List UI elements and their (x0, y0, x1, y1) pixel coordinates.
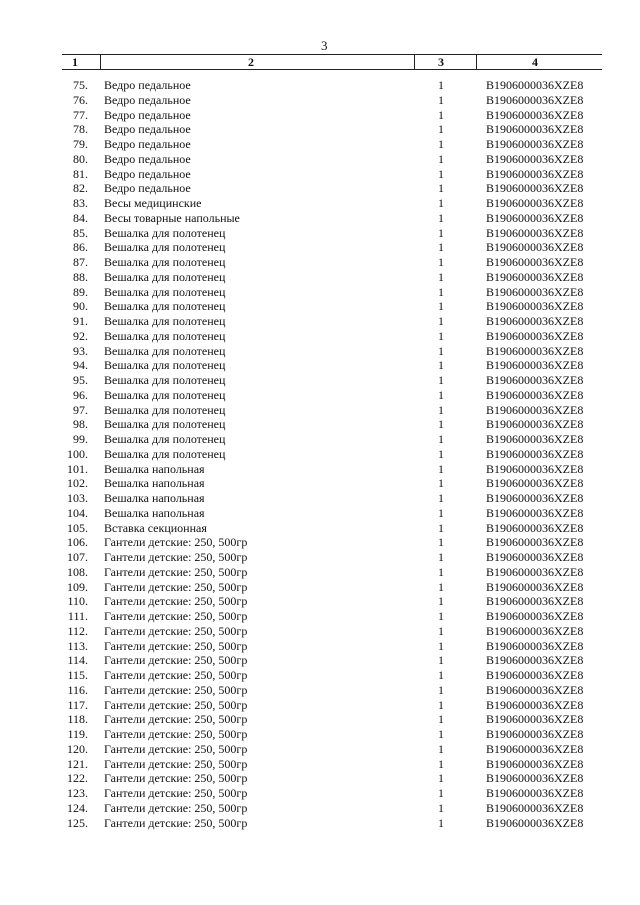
item-quantity: 1 (438, 196, 444, 210)
item-quantity: 1 (438, 476, 444, 491)
item-name: Гантели детские: 250, 500гр (104, 756, 248, 771)
item-code: B1906000036XZE8 (486, 697, 584, 712)
item-code: B1906000036XZE8 (486, 269, 584, 284)
table-row (62, 447, 602, 462)
item-name: Вешалка для полотенец (104, 417, 226, 432)
item-name: Ведро педальное (104, 137, 191, 151)
item-name: Вешалка для полотенец (104, 284, 226, 299)
item-code: B1906000036XZE8 (486, 284, 584, 299)
row-number: 87. (73, 255, 88, 269)
item-quantity: 1 (438, 815, 444, 830)
row-number: 121. (67, 756, 88, 771)
row-number: 78. (73, 122, 88, 137)
item-quantity: 1 (438, 269, 444, 284)
row-number: 119. (67, 727, 88, 741)
row-number: 103. (67, 491, 88, 505)
item-quantity: 1 (438, 446, 444, 461)
row-number: 92. (73, 328, 88, 343)
table-row (62, 550, 602, 565)
row-number: 105. (67, 520, 88, 535)
row-number: 117. (67, 697, 88, 712)
item-quantity: 1 (438, 535, 444, 550)
table-row (62, 167, 602, 182)
item-code: B1906000036XZE8 (486, 225, 584, 240)
item-name: Вешалка для полотенец (104, 314, 226, 328)
table-row (62, 639, 602, 654)
item-quantity: 1 (438, 299, 444, 314)
table-row (62, 816, 602, 831)
row-number: 77. (73, 107, 88, 122)
item-quantity: 1 (438, 417, 444, 432)
table-row (62, 521, 602, 536)
item-code: B1906000036XZE8 (486, 240, 584, 255)
table-row (62, 594, 602, 609)
table-row (62, 580, 602, 595)
item-quantity: 1 (438, 387, 444, 402)
table-row (62, 108, 602, 123)
item-code: B1906000036XZE8 (486, 446, 584, 461)
row-number: 86. (73, 240, 88, 255)
row-number: 82. (73, 181, 88, 196)
item-code: B1906000036XZE8 (486, 623, 584, 638)
item-quantity: 1 (438, 432, 444, 446)
item-name: Вешалка для полотенец (104, 446, 226, 461)
row-number: 123. (67, 786, 88, 800)
item-quantity: 1 (438, 122, 444, 137)
row-number: 113. (67, 638, 88, 653)
item-name: Вешалка для полотенец (104, 387, 226, 402)
table-row (62, 226, 602, 241)
item-quantity: 1 (438, 461, 444, 476)
table-row (62, 373, 602, 388)
column-divider (414, 55, 415, 69)
table-row (62, 565, 602, 580)
item-quantity: 1 (438, 210, 444, 225)
row-number: 84. (73, 210, 88, 225)
item-name: Вешалка для полотенец (104, 328, 226, 343)
item-name: Вешалка для полотенец (104, 432, 226, 446)
item-code: B1906000036XZE8 (486, 314, 584, 328)
item-name: Гантели детские: 250, 500гр (104, 682, 248, 697)
row-number: 122. (67, 771, 88, 786)
item-name: Ведро педальное (104, 78, 191, 92)
table-row (62, 786, 602, 801)
table-row (62, 329, 602, 344)
item-name: Гантели детские: 250, 500гр (104, 535, 248, 550)
item-quantity: 1 (438, 107, 444, 122)
row-number: 124. (67, 800, 88, 815)
item-code: B1906000036XZE8 (486, 402, 584, 417)
item-code: B1906000036XZE8 (486, 107, 584, 122)
column-header-4: 4 (532, 55, 538, 69)
table-row (62, 742, 602, 757)
item-quantity: 1 (438, 314, 444, 328)
row-number: 110. (67, 594, 88, 609)
row-number: 89. (73, 284, 88, 299)
item-quantity: 1 (438, 756, 444, 771)
row-number: 75. (73, 78, 88, 92)
row-number: 99. (73, 432, 88, 446)
table-row (62, 624, 602, 639)
item-quantity: 1 (438, 579, 444, 594)
item-code: B1906000036XZE8 (486, 255, 584, 269)
table-row (62, 476, 602, 491)
item-name: Гантели детские: 250, 500гр (104, 594, 248, 609)
row-number: 125. (67, 815, 88, 830)
item-name: Вешалка напольная (104, 476, 205, 491)
item-code: B1906000036XZE8 (486, 727, 584, 741)
item-quantity: 1 (438, 653, 444, 668)
item-code: B1906000036XZE8 (486, 682, 584, 697)
row-number: 93. (73, 343, 88, 358)
table-row (62, 93, 602, 108)
row-number: 107. (67, 550, 88, 564)
item-quantity: 1 (438, 771, 444, 786)
item-name: Весы товарные напольные (104, 210, 240, 225)
item-quantity: 1 (438, 181, 444, 196)
item-quantity: 1 (438, 166, 444, 181)
item-code: B1906000036XZE8 (486, 800, 584, 815)
item-quantity: 1 (438, 697, 444, 712)
item-quantity: 1 (438, 284, 444, 299)
item-quantity: 1 (438, 712, 444, 727)
row-number: 102. (67, 476, 88, 491)
item-code: B1906000036XZE8 (486, 196, 584, 210)
item-code: B1906000036XZE8 (486, 461, 584, 476)
table-row (62, 78, 602, 93)
item-code: B1906000036XZE8 (486, 432, 584, 446)
item-name: Гантели детские: 250, 500гр (104, 550, 248, 564)
row-number: 88. (73, 269, 88, 284)
item-code: B1906000036XZE8 (486, 771, 584, 786)
item-quantity: 1 (438, 550, 444, 564)
item-name: Ведро педальное (104, 122, 191, 137)
item-code: B1906000036XZE8 (486, 668, 584, 682)
item-code: B1906000036XZE8 (486, 78, 584, 92)
item-name: Вставка секционная (104, 520, 207, 535)
item-name: Вешалка для полотенец (104, 299, 226, 314)
item-name: Ведро педальное (104, 181, 191, 196)
table-row (62, 403, 602, 418)
item-quantity: 1 (438, 609, 444, 623)
row-number: 115. (67, 668, 88, 682)
item-code: B1906000036XZE8 (486, 815, 584, 830)
item-code: B1906000036XZE8 (486, 122, 584, 137)
item-quantity: 1 (438, 623, 444, 638)
item-code: B1906000036XZE8 (486, 653, 584, 668)
item-code: B1906000036XZE8 (486, 92, 584, 107)
table-row (62, 388, 602, 403)
table-row (62, 240, 602, 255)
item-code: B1906000036XZE8 (486, 417, 584, 432)
item-name: Вешалка для полотенец (104, 358, 226, 373)
item-name: Гантели детские: 250, 500гр (104, 815, 248, 830)
column-divider (476, 55, 477, 69)
item-name: Вешалка для полотенец (104, 402, 226, 417)
item-quantity: 1 (438, 137, 444, 151)
item-code: B1906000036XZE8 (486, 181, 584, 196)
item-name: Весы медицинские (104, 196, 202, 210)
row-number: 96. (73, 387, 88, 402)
column-header-1: 1 (72, 55, 78, 69)
row-number: 76. (73, 92, 88, 107)
column-divider (100, 55, 101, 69)
table-row (62, 609, 602, 624)
table-row (62, 712, 602, 727)
item-name: Вешалка напольная (104, 461, 205, 476)
item-code: B1906000036XZE8 (486, 476, 584, 491)
item-name: Вешалка для полотенец (104, 255, 226, 269)
item-name: Гантели детские: 250, 500гр (104, 653, 248, 668)
row-number: 91. (73, 314, 88, 328)
item-code: B1906000036XZE8 (486, 491, 584, 505)
item-code: B1906000036XZE8 (486, 550, 584, 564)
row-number: 100. (67, 446, 88, 461)
item-name: Вешалка для полотенец (104, 373, 226, 387)
item-quantity: 1 (438, 151, 444, 166)
row-number: 94. (73, 358, 88, 373)
table-row (62, 181, 602, 196)
row-number: 95. (73, 373, 88, 387)
item-name: Гантели детские: 250, 500гр (104, 727, 248, 741)
item-quantity: 1 (438, 373, 444, 387)
item-quantity: 1 (438, 520, 444, 535)
item-name: Вешалка для полотенец (104, 269, 226, 284)
table-row (62, 358, 602, 373)
row-number: 90. (73, 299, 88, 314)
item-name: Ведро педальное (104, 166, 191, 181)
item-name: Гантели детские: 250, 500гр (104, 697, 248, 712)
table-row (62, 432, 602, 447)
item-quantity: 1 (438, 505, 444, 520)
item-name: Гантели детские: 250, 500гр (104, 712, 248, 727)
item-quantity: 1 (438, 328, 444, 343)
item-code: B1906000036XZE8 (486, 328, 584, 343)
item-code: B1906000036XZE8 (486, 343, 584, 358)
row-number: 111. (67, 609, 88, 623)
item-name: Вешалка напольная (104, 491, 205, 505)
item-code: B1906000036XZE8 (486, 520, 584, 535)
table-row (62, 285, 602, 300)
row-number: 80. (73, 151, 88, 166)
table-row (62, 683, 602, 698)
row-number: 79. (73, 137, 88, 151)
row-number: 101. (67, 461, 88, 476)
item-quantity: 1 (438, 225, 444, 240)
item-code: B1906000036XZE8 (486, 786, 584, 800)
table-row (62, 698, 602, 713)
table-row (62, 417, 602, 432)
item-quantity: 1 (438, 594, 444, 609)
table-row (62, 314, 602, 329)
table-row (62, 727, 602, 742)
item-quantity: 1 (438, 668, 444, 682)
row-number: 98. (73, 417, 88, 432)
item-name: Ведро педальное (104, 107, 191, 122)
table-row (62, 653, 602, 668)
row-number: 120. (67, 741, 88, 756)
item-name: Гантели детские: 250, 500гр (104, 609, 248, 623)
item-name: Вешалка для полотенец (104, 240, 226, 255)
item-code: B1906000036XZE8 (486, 564, 584, 579)
item-quantity: 1 (438, 343, 444, 358)
item-quantity: 1 (438, 800, 444, 815)
item-quantity: 1 (438, 564, 444, 579)
inventory-table (62, 54, 602, 830)
row-number: 112. (67, 623, 88, 638)
item-code: B1906000036XZE8 (486, 638, 584, 653)
table-row (62, 771, 602, 786)
table-header (62, 54, 602, 70)
table-row (62, 535, 602, 550)
item-quantity: 1 (438, 727, 444, 741)
table-row (62, 211, 602, 226)
table-row (62, 757, 602, 772)
table-row (62, 344, 602, 359)
item-name: Гантели детские: 250, 500гр (104, 579, 248, 594)
item-name: Ведро педальное (104, 151, 191, 166)
row-number: 104. (67, 505, 88, 520)
item-name: Гантели детские: 250, 500гр (104, 771, 248, 786)
item-code: B1906000036XZE8 (486, 756, 584, 771)
item-name: Гантели детские: 250, 500гр (104, 786, 248, 800)
item-code: B1906000036XZE8 (486, 137, 584, 151)
item-name: Ведро педальное (104, 92, 191, 107)
table-row (62, 137, 602, 152)
item-quantity: 1 (438, 786, 444, 800)
item-quantity: 1 (438, 240, 444, 255)
row-number: 81. (73, 166, 88, 181)
item-code: B1906000036XZE8 (486, 210, 584, 225)
table-row (62, 270, 602, 285)
item-name: Вешалка для полотенец (104, 343, 226, 358)
row-number: 114. (67, 653, 88, 668)
item-name: Гантели детские: 250, 500гр (104, 668, 248, 682)
item-code: B1906000036XZE8 (486, 387, 584, 402)
item-code: B1906000036XZE8 (486, 166, 584, 181)
item-quantity: 1 (438, 92, 444, 107)
item-name: Гантели детские: 250, 500гр (104, 800, 248, 815)
table-row (62, 122, 602, 137)
item-code: B1906000036XZE8 (486, 609, 584, 623)
table-row (62, 506, 602, 521)
item-code: B1906000036XZE8 (486, 712, 584, 727)
item-code: B1906000036XZE8 (486, 373, 584, 387)
item-name: Гантели детские: 250, 500гр (104, 741, 248, 756)
item-code: B1906000036XZE8 (486, 505, 584, 520)
column-header-3: 3 (438, 55, 444, 69)
item-code: B1906000036XZE8 (486, 741, 584, 756)
row-number: 97. (73, 402, 88, 417)
row-number: 108. (67, 564, 88, 579)
row-number: 85. (73, 225, 88, 240)
table-row (62, 491, 602, 506)
item-quantity: 1 (438, 402, 444, 417)
table-row (62, 668, 602, 683)
item-code: B1906000036XZE8 (486, 151, 584, 166)
page-number: 3 (321, 38, 328, 53)
table-row (62, 299, 602, 314)
row-number: 109. (67, 579, 88, 594)
item-quantity: 1 (438, 358, 444, 373)
table-row (62, 152, 602, 167)
table-row (62, 462, 602, 477)
item-name: Гантели детские: 250, 500гр (104, 638, 248, 653)
item-code: B1906000036XZE8 (486, 299, 584, 314)
row-number: 116. (67, 682, 88, 697)
item-quantity: 1 (438, 491, 444, 505)
item-code: B1906000036XZE8 (486, 594, 584, 609)
item-quantity: 1 (438, 682, 444, 697)
row-number: 106. (67, 535, 88, 550)
item-name: Вешалка для полотенец (104, 225, 226, 240)
table-body (62, 78, 602, 830)
item-code: B1906000036XZE8 (486, 579, 584, 594)
table-row (62, 255, 602, 270)
column-header-2: 2 (248, 55, 254, 69)
row-number: 118. (67, 712, 88, 727)
item-name: Гантели детские: 250, 500гр (104, 623, 248, 638)
item-code: B1906000036XZE8 (486, 535, 584, 550)
item-name: Гантели детские: 250, 500гр (104, 564, 248, 579)
item-quantity: 1 (438, 741, 444, 756)
item-quantity: 1 (438, 638, 444, 653)
row-number: 83. (73, 196, 88, 210)
item-quantity: 1 (438, 255, 444, 269)
table-row (62, 196, 602, 211)
item-name: Вешалка напольная (104, 505, 205, 520)
item-code: B1906000036XZE8 (486, 358, 584, 373)
table-row (62, 801, 602, 816)
item-quantity: 1 (438, 78, 444, 92)
